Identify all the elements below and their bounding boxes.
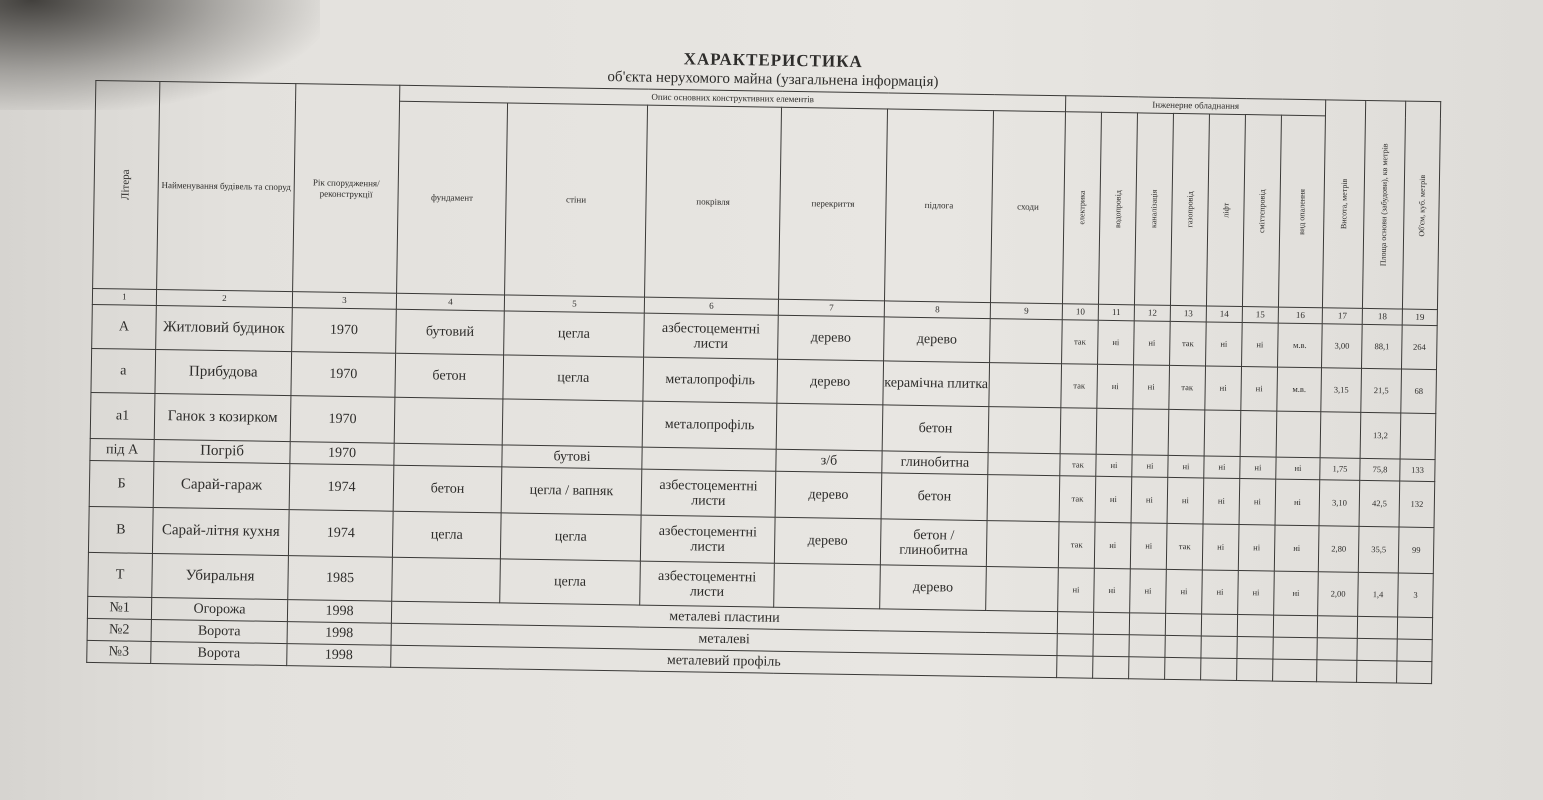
cell-roof: азбестоцементні листи — [640, 515, 775, 563]
cell-stairs — [990, 319, 1063, 364]
header-foundation: фундамент — [397, 101, 508, 295]
cell-lift: ні — [1204, 456, 1240, 479]
cell-water — [1096, 408, 1133, 455]
cell-electric: так — [1058, 522, 1095, 569]
cell-empty — [1237, 615, 1273, 638]
cell-roof: азбестоцементні листи — [644, 313, 779, 359]
header-area: Площа основи (забудови), кв метрів — [1363, 100, 1406, 309]
cell-year: 1970 — [290, 442, 394, 466]
header-sewer: каналізація — [1134, 113, 1173, 306]
cell-height: 3,15 — [1321, 368, 1362, 413]
cell-empty — [1201, 636, 1237, 659]
cell-litera: а1 — [90, 392, 155, 439]
cell-ceiling: дерево — [777, 359, 884, 405]
cell-year: 1970 — [291, 352, 396, 398]
header-heating-type: вид опалення — [1278, 115, 1325, 308]
cell-foundation — [394, 443, 502, 467]
cell-year: 1974 — [289, 464, 394, 512]
cell-sewer: ні — [1132, 455, 1168, 478]
cell-electric — [1060, 408, 1097, 455]
cell-lift — [1204, 410, 1241, 457]
cell-volume: 3 — [1398, 573, 1434, 618]
cell-floor: глинобитна — [882, 451, 988, 475]
cell-area: 75,8 — [1360, 458, 1400, 481]
cell-empty — [1273, 615, 1317, 638]
header-electric: електрика — [1062, 112, 1101, 305]
cell-gas: ні — [1166, 569, 1203, 614]
header-walls: стіни — [505, 103, 648, 297]
cell-floor: бетон — [881, 473, 988, 521]
cell-sewer: ні — [1130, 523, 1167, 570]
cell-area: 42,5 — [1359, 480, 1400, 527]
cell-litera: Т — [88, 552, 153, 597]
header-gas: газопровід — [1170, 113, 1209, 306]
cell-name: Погріб — [154, 439, 290, 463]
cell-height: 3,10 — [1319, 480, 1360, 527]
cell-gas: ні — [1168, 455, 1204, 478]
cell-volume: 132 — [1399, 481, 1435, 528]
cell-litera: а — [91, 348, 156, 393]
cell-foundation: бетон — [393, 465, 502, 513]
cell-water: ні — [1094, 522, 1131, 569]
cell-walls: бутові — [502, 445, 642, 469]
column-number: 17 — [1322, 308, 1362, 325]
cell-height — [1320, 412, 1361, 459]
cell-ceiling: дерево — [775, 471, 882, 519]
cell-height: 1,75 — [1320, 458, 1360, 481]
column-number: 11 — [1098, 304, 1134, 321]
header-floor: підлога — [884, 109, 993, 303]
column-number: 9 — [990, 303, 1062, 320]
cell-empty — [1357, 660, 1397, 683]
column-number: 16 — [1278, 307, 1322, 324]
cell-empty — [1165, 657, 1201, 680]
cell-ceiling: з/б — [776, 449, 882, 473]
cell-fence-description: металеві — [391, 623, 1057, 655]
header-litera: Літера — [93, 81, 160, 290]
cell-name: Убиральня — [152, 553, 289, 599]
cell-year: 1998 — [287, 644, 391, 668]
cell-year: 1974 — [288, 510, 393, 558]
cell-empty — [1129, 635, 1165, 658]
cell-year: 1998 — [287, 600, 391, 624]
cell-sewer — [1132, 409, 1169, 456]
cell-sewer: ні — [1133, 365, 1170, 410]
cell-year: 1998 — [287, 622, 391, 646]
cell-heating-type — [1276, 411, 1321, 458]
cell-empty — [1397, 661, 1432, 684]
column-number: 13 — [1170, 305, 1206, 322]
column-number: 18 — [1362, 308, 1402, 325]
cell-litera: №1 — [87, 596, 151, 619]
cell-name: Житловий будинок — [156, 305, 293, 351]
cell-heating-type: ні — [1274, 571, 1319, 616]
column-number: 15 — [1242, 307, 1278, 324]
cell-roof: азбестоцементні листи — [640, 561, 775, 607]
cell-lift: ні — [1202, 570, 1239, 615]
cell-water: ні — [1095, 476, 1132, 523]
cell-foundation: бетон — [395, 353, 504, 399]
cell-name: Прибудова — [155, 349, 292, 395]
cell-volume: 264 — [1402, 325, 1438, 370]
cell-foundation — [392, 557, 501, 603]
header-water: водопровід — [1098, 112, 1137, 305]
cell-walls: цегла — [500, 559, 641, 605]
cell-area: 35,5 — [1358, 526, 1399, 573]
cell-empty — [1357, 616, 1397, 639]
property-table — [86, 80, 1441, 684]
cell-empty — [1165, 635, 1201, 658]
cell-heating-type: ні — [1276, 457, 1320, 480]
cell-empty — [1093, 612, 1129, 635]
cell-stairs — [987, 475, 1060, 522]
document-sheet — [86, 40, 1451, 721]
cell-heat: ні — [1241, 367, 1278, 412]
cell-heat: ні — [1239, 479, 1276, 526]
cell-gas — [1168, 409, 1205, 456]
cell-water: ні — [1098, 320, 1135, 365]
cell-empty — [1317, 616, 1357, 639]
header-lift: ліфт — [1206, 114, 1245, 307]
cell-ceiling — [776, 403, 883, 451]
cell-stairs — [986, 521, 1059, 568]
cell-litera: під А — [90, 438, 154, 461]
cell-walls: цегла — [503, 355, 644, 401]
cell-water: ні — [1097, 364, 1134, 409]
cell-empty — [1317, 638, 1357, 661]
cell-volume — [1400, 413, 1436, 460]
cell-empty — [1273, 637, 1317, 660]
cell-volume: 68 — [1401, 369, 1437, 414]
cell-heat: ні — [1238, 525, 1275, 572]
column-number: 5 — [504, 295, 644, 313]
cell-area: 1,4 — [1358, 572, 1399, 617]
cell-lift: ні — [1205, 366, 1242, 411]
cell-lift: ні — [1202, 524, 1239, 571]
cell-litera: А — [92, 304, 157, 349]
cell-litera: В — [88, 506, 153, 553]
cell-height: 3,00 — [1322, 324, 1363, 369]
cell-empty — [1201, 658, 1237, 681]
cell-walls: цегла / вапняк — [501, 467, 642, 515]
column-number: 1 — [92, 288, 156, 305]
cell-electric: так — [1061, 364, 1098, 409]
cell-stairs — [988, 453, 1060, 476]
column-number: 4 — [396, 293, 504, 311]
cell-electric: так — [1062, 320, 1099, 365]
cell-gas: ні — [1167, 477, 1204, 524]
cell-roof: азбестоцементні листи — [641, 469, 776, 517]
cell-litera: №3 — [87, 640, 151, 663]
cell-heating-type: ні — [1275, 479, 1320, 526]
cell-floor: керамічна плитка — [883, 361, 990, 407]
cell-floor: бетон / глинобитна — [880, 519, 987, 567]
cell-ceiling: дерево — [778, 315, 885, 361]
cell-electric: так — [1060, 454, 1096, 477]
cell-electric: так — [1059, 476, 1096, 523]
cell-floor: дерево — [880, 565, 987, 611]
cell-ceiling: дерево — [774, 517, 881, 565]
cell-sewer: ні — [1134, 321, 1171, 366]
cell-sewer: ні — [1130, 569, 1167, 614]
header-name: Найменування будівель та споруд — [157, 82, 296, 292]
column-number: 2 — [156, 289, 292, 307]
cell-heating-type: м.в. — [1277, 367, 1322, 412]
column-number: 3 — [292, 292, 396, 310]
cell-area: 21,5 — [1361, 368, 1402, 413]
cell-lift: ні — [1203, 478, 1240, 525]
cell-fence-description: металеві пластини — [391, 601, 1057, 633]
cell-water: ні — [1094, 568, 1131, 613]
cell-walls: цегла — [500, 513, 641, 561]
column-number: 12 — [1134, 305, 1170, 322]
cell-year: 1970 — [290, 396, 395, 444]
cell-empty — [1165, 613, 1201, 636]
header-construct-group: Опис основних конструктивних елементів — [400, 85, 1066, 111]
header-engineering-group: Інженерне обладнання — [1066, 96, 1326, 116]
header-year: Рік спорудження/ реконструкції — [293, 84, 400, 294]
cell-sewer: ні — [1131, 477, 1168, 524]
cell-walls: цегла — [504, 311, 645, 357]
document-subtitle: об'єкта нерухомого майна (узагальнена інформація) — [607, 69, 939, 91]
cell-heat: ні — [1242, 323, 1279, 368]
cell-heat: ні — [1238, 571, 1275, 616]
cell-empty — [1057, 656, 1093, 679]
cell-stairs — [989, 363, 1062, 408]
cell-empty — [1273, 659, 1317, 682]
column-number: 10 — [1062, 304, 1098, 321]
column-number: 19 — [1402, 309, 1437, 326]
header-roof: покрівля — [645, 105, 782, 299]
cell-heat — [1240, 411, 1277, 458]
header-height: Висота, метрів — [1323, 100, 1366, 309]
cell-name: Сарай-літня кухня — [152, 507, 289, 555]
cell-walls — [502, 399, 643, 447]
cell-year: 1970 — [292, 308, 397, 354]
cell-foundation: бутовий — [396, 309, 505, 355]
header-stairs: сходи — [990, 111, 1065, 304]
cell-heat: ні — [1240, 457, 1276, 480]
cell-empty — [1397, 617, 1432, 640]
cell-heating-type: м.в. — [1278, 323, 1323, 368]
header-volume: Об'єм, куб. метрів — [1403, 101, 1441, 310]
cell-roof — [642, 447, 776, 471]
cell-heating-type: ні — [1274, 525, 1319, 572]
cell-fence-description: металевий профіль — [391, 645, 1057, 677]
column-number: 7 — [778, 299, 884, 317]
column-number: 8 — [884, 301, 990, 319]
cell-litera: Б — [89, 460, 154, 507]
cell-gas: так — [1166, 523, 1203, 570]
cell-empty — [1129, 613, 1165, 636]
header-ceiling: перекриття — [779, 107, 888, 301]
cell-volume: 99 — [1398, 527, 1434, 574]
cell-volume: 133 — [1400, 459, 1435, 482]
cell-roof: металопрофіль — [643, 357, 778, 403]
cell-roof: металопрофіль — [642, 401, 777, 449]
cell-empty — [1397, 639, 1432, 662]
cell-stairs — [988, 407, 1061, 454]
cell-gas: так — [1170, 321, 1207, 366]
cell-stairs — [986, 567, 1059, 612]
cell-gas: так — [1169, 365, 1206, 410]
header-heat: сміттєпровід — [1242, 115, 1281, 308]
cell-empty — [1093, 634, 1129, 657]
cell-foundation — [394, 397, 503, 445]
cell-foundation: цегла — [392, 511, 501, 559]
cell-name: Ворота — [151, 641, 287, 665]
cell-litera: №2 — [87, 618, 151, 641]
cell-area: 13,2 — [1360, 412, 1401, 459]
cell-height: 2,80 — [1318, 526, 1359, 573]
cell-water: ні — [1096, 454, 1132, 477]
cell-area: 88,1 — [1362, 324, 1403, 369]
cell-name: Ворота — [151, 619, 287, 643]
column-number: 6 — [644, 297, 778, 315]
cell-lift: ні — [1206, 322, 1243, 367]
cell-empty — [1237, 637, 1273, 660]
document-title: ХАРАКТЕРИСТИКА — [683, 49, 863, 72]
cell-empty — [1093, 656, 1129, 679]
cell-empty — [1057, 634, 1093, 657]
cell-floor: бетон — [882, 405, 989, 453]
cell-empty — [1237, 658, 1273, 681]
cell-floor: дерево — [884, 317, 991, 363]
cell-ceiling — [774, 563, 881, 609]
cell-electric: ні — [1058, 568, 1095, 613]
cell-name: Огорожа — [151, 597, 287, 621]
cell-empty — [1057, 612, 1093, 635]
cell-empty — [1201, 614, 1237, 637]
column-number: 14 — [1206, 306, 1242, 323]
cell-name: Ганок з козирком — [154, 393, 291, 441]
cell-empty — [1317, 660, 1357, 683]
cell-empty — [1357, 638, 1397, 661]
cell-name: Сарай-гараж — [153, 461, 290, 509]
cell-height: 2,00 — [1318, 572, 1359, 617]
cell-year: 1985 — [288, 556, 393, 602]
cell-empty — [1129, 657, 1165, 680]
